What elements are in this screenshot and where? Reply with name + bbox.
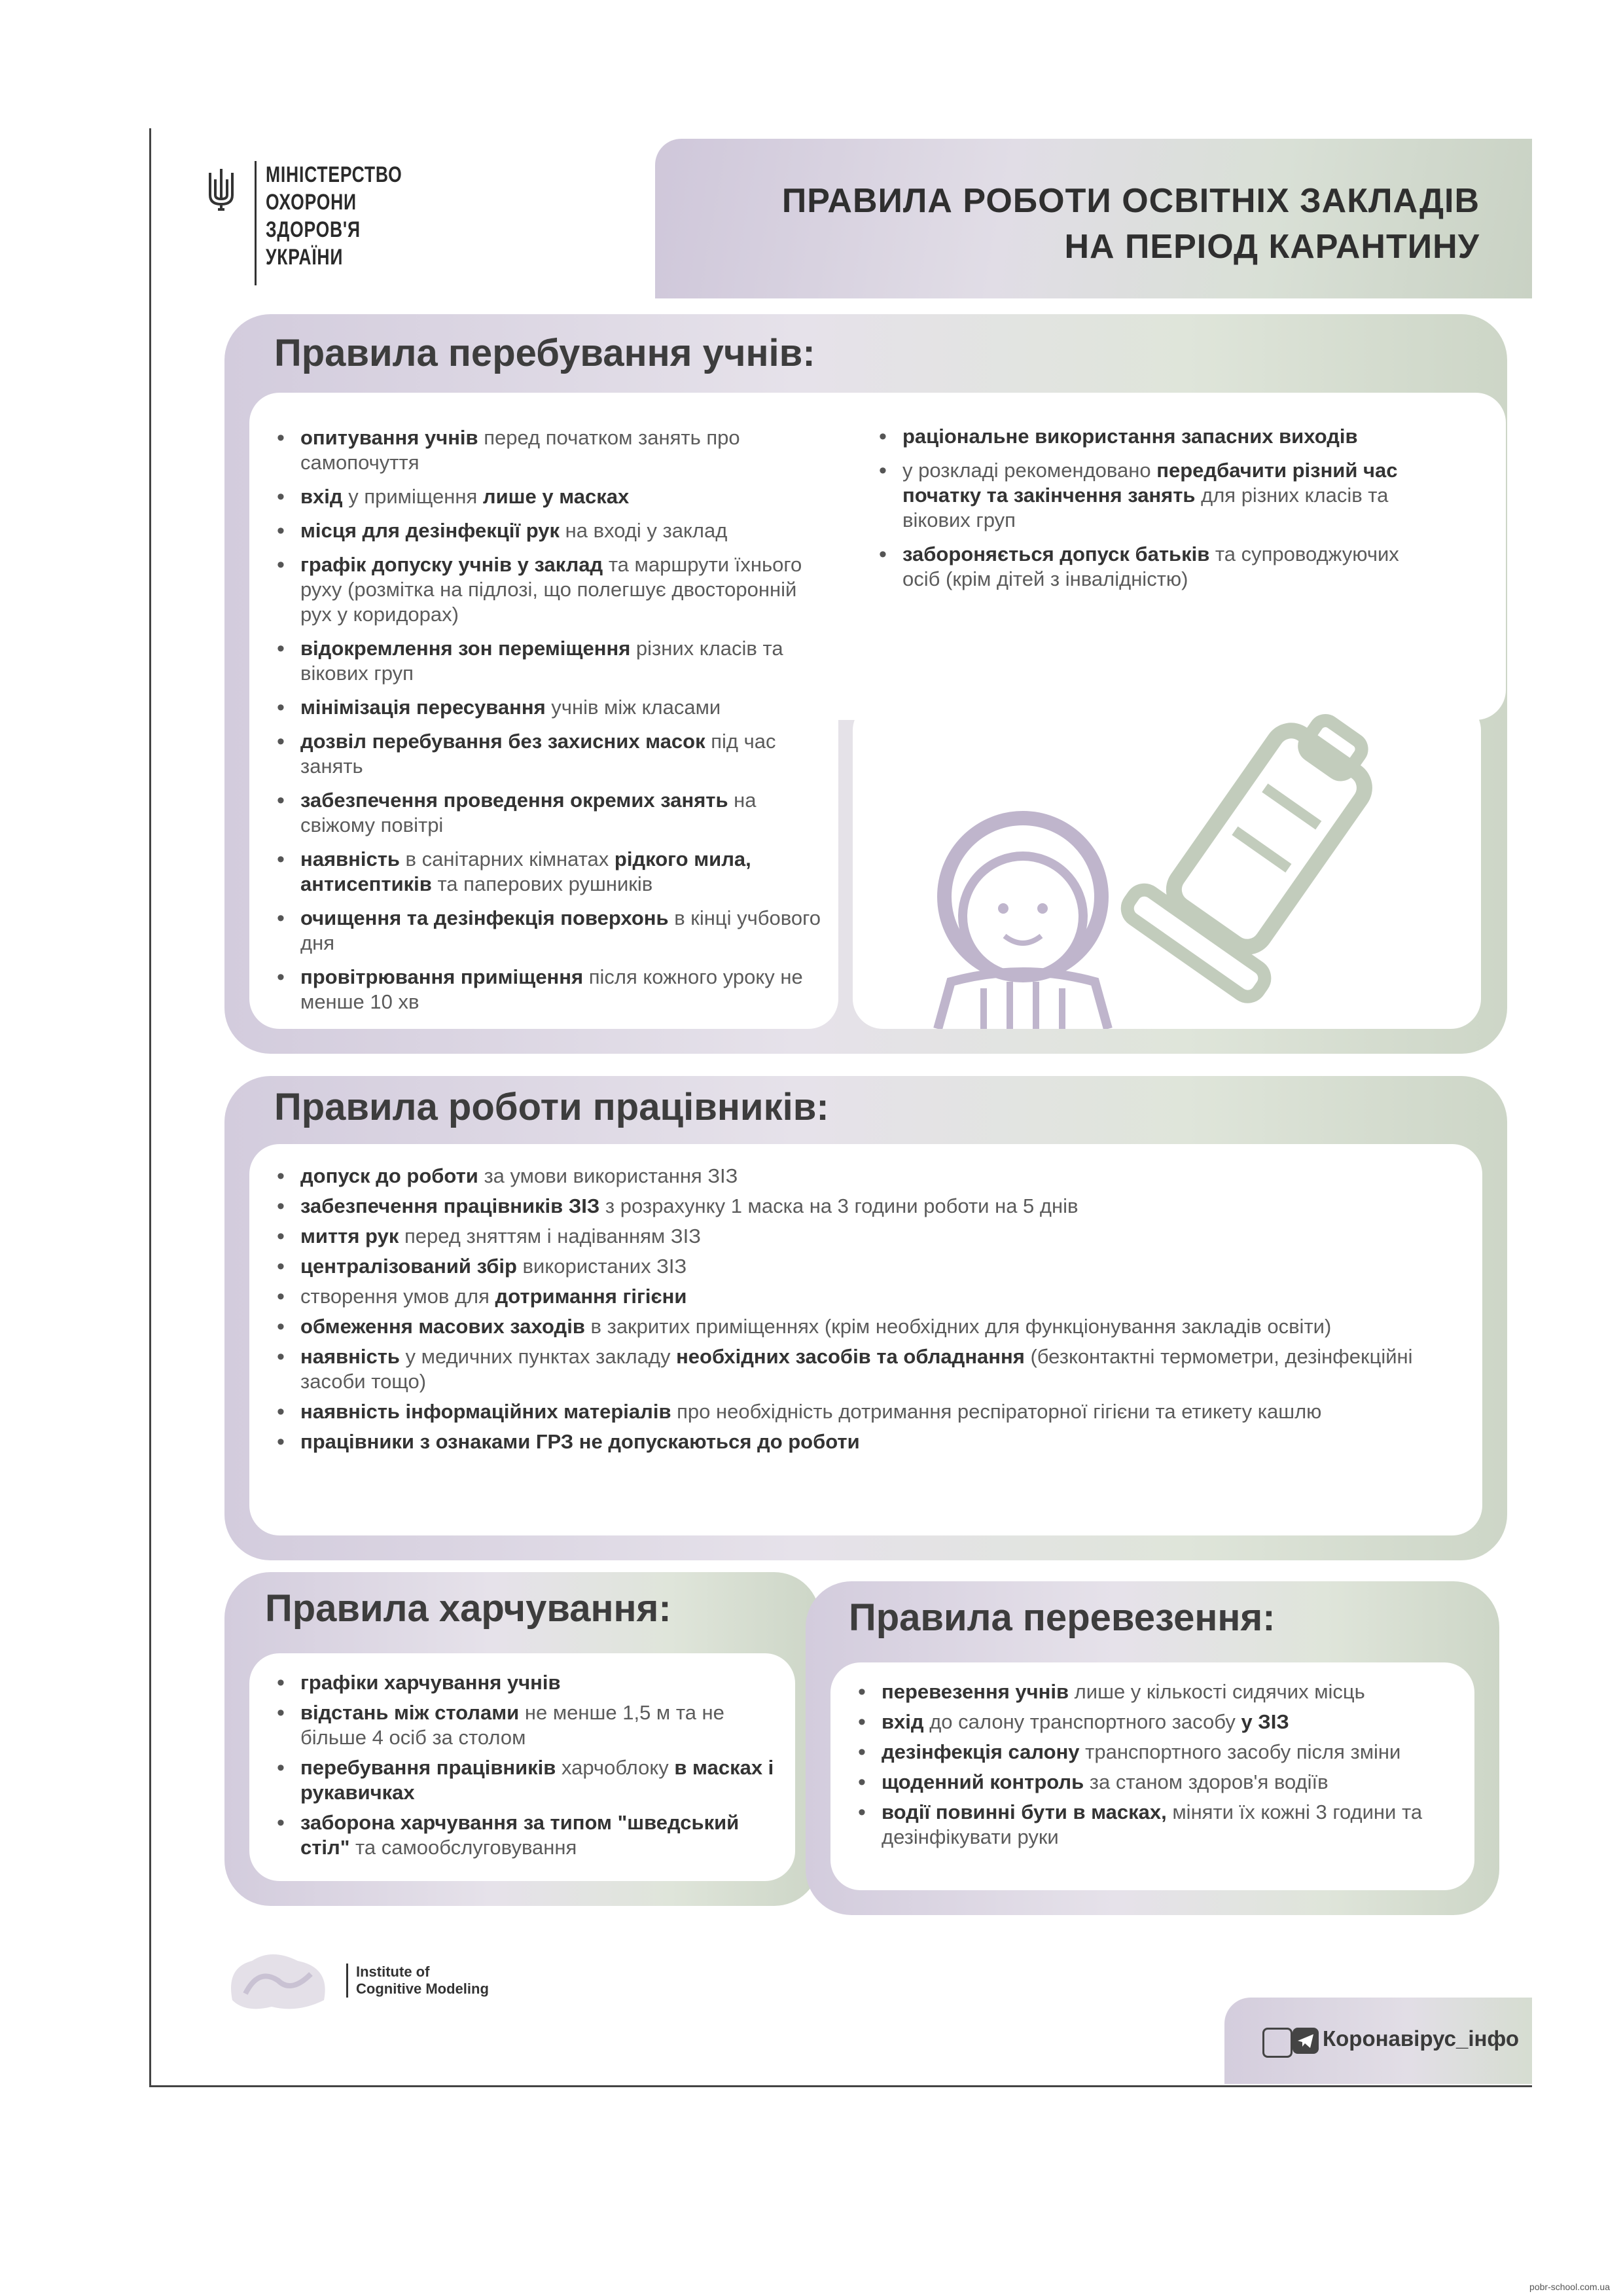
section-heading: Правила перевезення: <box>849 1596 1275 1639</box>
ministry-logo <box>205 161 440 285</box>
list-item: • створення умов для дотримання гігієни <box>277 1284 1468 1309</box>
brain-logo-icon <box>219 1941 337 2020</box>
ministry-line: ЗДОРОВ'Я <box>266 217 361 242</box>
section-heading: Правила роботи працівників: <box>274 1086 829 1128</box>
ministry-line: МІНІСТЕРСТВО <box>266 162 402 187</box>
list-item: • наявність в санітарних кімнатах рідкого мила, антисептиків та паперових рушників <box>277 847 827 897</box>
list-item: • графіки харчування учнів <box>277 1670 787 1695</box>
list-item: • водії повинні бути в масках, міняти їх кожні 3 години та дезінфікувати руки <box>858 1800 1460 1850</box>
list-item: • щоденний контроль за станом здоров'я водіїв <box>858 1770 1460 1795</box>
title-line: ПРАВИЛА РОБОТИ ОСВІТНІХ ЗАКЛАДІВ <box>781 182 1480 220</box>
list-item: • заборона харчування за типом "шведський стіл" та самообслуговування <box>277 1810 787 1860</box>
list-item: • забороняється допуск батьків та супроводжуючих осіб (крім дітей з інвалідністю) <box>879 542 1442 592</box>
ministry-name <box>266 161 402 271</box>
list-item: • наявність інформаційних матеріалів про необхідність дотримання респіраторної гігієни та етикету кашлю <box>277 1399 1468 1424</box>
list-item: • дозвіл перебування без захисних масок під час занять <box>277 729 827 779</box>
poster <box>149 128 1532 2087</box>
transport-section <box>806 1581 1499 1915</box>
list-item: • у розкладі рекомендовано передбачити різний час початку та закінчення занять для різних класів та вікових груп <box>879 458 1442 533</box>
telegram-icon <box>1293 2028 1319 2054</box>
list-item: • опитування учнів перед початком занять про самопочуття <box>277 425 827 475</box>
channel-banner <box>1224 1998 1532 2084</box>
child-face-icon <box>963 856 1083 977</box>
ministry-line: УКРАЇНИ <box>266 245 344 270</box>
food-rules <box>277 1670 787 1865</box>
list-item: • наявність у медичних пунктах закладу необхідних засобів та обладнання (безконтактні термометри, дезінфекційні засоби тощо) <box>277 1344 1468 1394</box>
list-item: • вхід до салону транспортного засобу у ЗІЗ <box>858 1710 1460 1734</box>
food-section <box>224 1572 820 1906</box>
list-item: • дезінфекція салону транспортного засобу після зміни <box>858 1740 1460 1765</box>
list-item: • відстань між столами не менше 1,5 м та не більше 4 осіб за столом <box>277 1700 787 1750</box>
list-item: • провітрювання приміщення після кожного уроку не менше 10 хв <box>277 965 827 1014</box>
list-item: • відокремлення зон переміщення різних класів та вікових груп <box>277 636 827 686</box>
child-microscope-illustration <box>853 700 1481 1029</box>
transport-rules <box>858 1679 1460 1855</box>
corner-mark: pobr-school.com.ua <box>1529 2282 1610 2292</box>
list-item: • перебування працівників харчоблоку в масках і рукавичках <box>277 1755 787 1805</box>
page-title <box>782 178 1480 270</box>
ministry-line: ОХОРОНИ <box>266 190 357 215</box>
list-item: • централізований збір використаних ЗІЗ <box>277 1254 1468 1279</box>
section-heading: Правила харчування: <box>265 1587 671 1630</box>
list-item: • очищення та дезінфекція поверхонь в кінці учбового дня <box>277 906 827 956</box>
list-item: • графік допуску учнів у заклад та маршрути їхнього руху (розмітка на підлозі, що полегшує двосторонній рух у коридорах) <box>277 552 827 627</box>
title-banner <box>655 139 1532 298</box>
microscope-icon <box>1122 700 1408 1002</box>
list-item: • забезпечення працівників ЗІЗ з розрахунку 1 маска на 3 години роботи на 5 днів <box>277 1194 1468 1219</box>
channel-name: Коронавірус_інфо <box>1323 2026 1520 2051</box>
list-item: • раціональне використання запасних виходів <box>879 424 1442 449</box>
section-heading: Правила перебування учнів: <box>274 332 815 374</box>
students-rules-right <box>879 424 1442 601</box>
list-item: • забезпечення проведення окремих занять на свіжому повітрі <box>277 788 827 838</box>
students-rules-left <box>277 425 827 1024</box>
list-item: • мінімізація пересування учнів між класами <box>277 695 827 720</box>
list-item: • працівники з ознаками ГРЗ не допускаються до роботи <box>277 1429 1468 1454</box>
workers-section <box>224 1076 1507 1560</box>
institute-line: Cognitive Modeling <box>356 1981 489 1997</box>
logo-divider <box>255 161 257 285</box>
institute-line: Institute of <box>356 1964 430 1980</box>
list-item: • перевезення учнів лише у кількості сидячих місць <box>858 1679 1460 1704</box>
illustration-panel <box>853 700 1481 1029</box>
trident-icon <box>205 166 238 212</box>
list-item: • обмеження масових заходів в закритих приміщеннях (крім необхідних для функціонування закладів освіти) <box>277 1314 1468 1339</box>
title-line: НА ПЕРІОД КАРАНТИНУ <box>1064 228 1480 266</box>
viber-icon <box>1262 2028 1293 2058</box>
students-section <box>224 314 1507 1054</box>
list-item: • місця для дезінфекції рук на вході у заклад <box>277 518 827 543</box>
list-item: • допуск до роботи за умови використання ЗІЗ <box>277 1164 1468 1189</box>
institute-name <box>346 1964 489 1998</box>
list-item: • вхід у приміщення лише у масках <box>277 484 827 509</box>
list-item: • миття рук перед зняттям і надіванням ЗІЗ <box>277 1224 1468 1249</box>
workers-rules <box>277 1164 1468 1460</box>
institute-logo <box>219 1941 489 2020</box>
